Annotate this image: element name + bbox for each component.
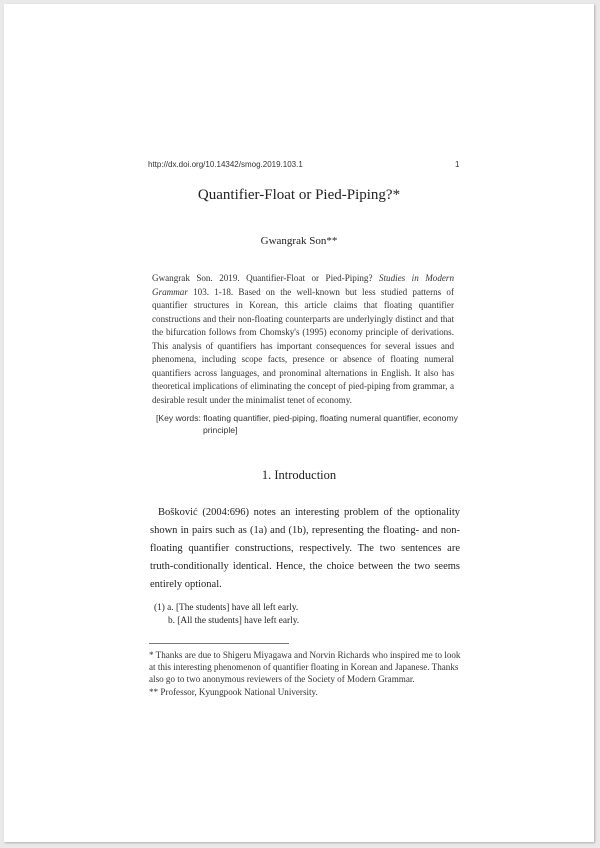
keywords-line-1: [Key words: floating quantifier, pied-piping, floating numeral quantifier, economy [156, 413, 458, 423]
abstract-text: 103. 1-18. Based on the well-known but less studied patterns of quantifier structures in Korean, this article claims that floating quantifier constructions and their non-floating counterparts are underlyingly distinct and that the bifurcation follows from Chomsky's (1995) economy principle of derivations. This analysis of quantifiers has important consequences for several issues and phenomena, including scope facts, presence or absence of floating numeral quantifiers across languages, and pronominal alternations in English. It also has theoretical implications of eliminating the concept of pied-piping from grammar, a desirable result under the minimalist tenet of economy. [152, 286, 454, 405]
footnote-divider [149, 643, 289, 644]
section-heading: 1. Introduction [261, 468, 337, 482]
abstract-lead: Gwangrak Son. 2019. Quantifier-Float or Pied-Piping? [152, 273, 379, 283]
footnotes [149, 649, 461, 698]
keywords-line-2: principle] [203, 425, 238, 435]
document-page [4, 4, 594, 842]
abstract [152, 272, 454, 407]
paper-title: Quantifier-Float or Pied-Piping?* [197, 187, 401, 203]
keywords [156, 412, 458, 436]
body-paragraph: Bošković (2004:696) notes an interesting problem of the optionality shown in pairs such as (1a) and (1b), representing the floating- and non-floating quantifier constructions, respectively. The two sentences are truth-conditionally identical. Hence, the choice between the two seems entirely optional. [150, 507, 460, 590]
page-number: 1 [455, 160, 460, 169]
example-list [154, 602, 299, 628]
doi-header[interactable]: http://dx.doi.org/10.14342/smog.2019.103.1 [148, 160, 303, 169]
example-1a: (1) a. [The students] have all left early. [154, 603, 299, 613]
example-1b: b. [All the students] have left early. [168, 616, 300, 626]
journal-name: Studies in Modern Grammar [152, 273, 454, 297]
footnote-acknowledgement: * Thanks are due to Shigeru Miyagawa and Norvin Richards who inspired me to look at this interesting phenomenon of quantifier floating in Korean and Japanese. Thanks also go to two anonymous reviewers of the Society of Modern Grammar. [149, 650, 461, 685]
author-name: Gwangrak Son** [260, 235, 338, 247]
footnote-affiliation: ** Professor, Kyungpook National University. [149, 686, 318, 697]
